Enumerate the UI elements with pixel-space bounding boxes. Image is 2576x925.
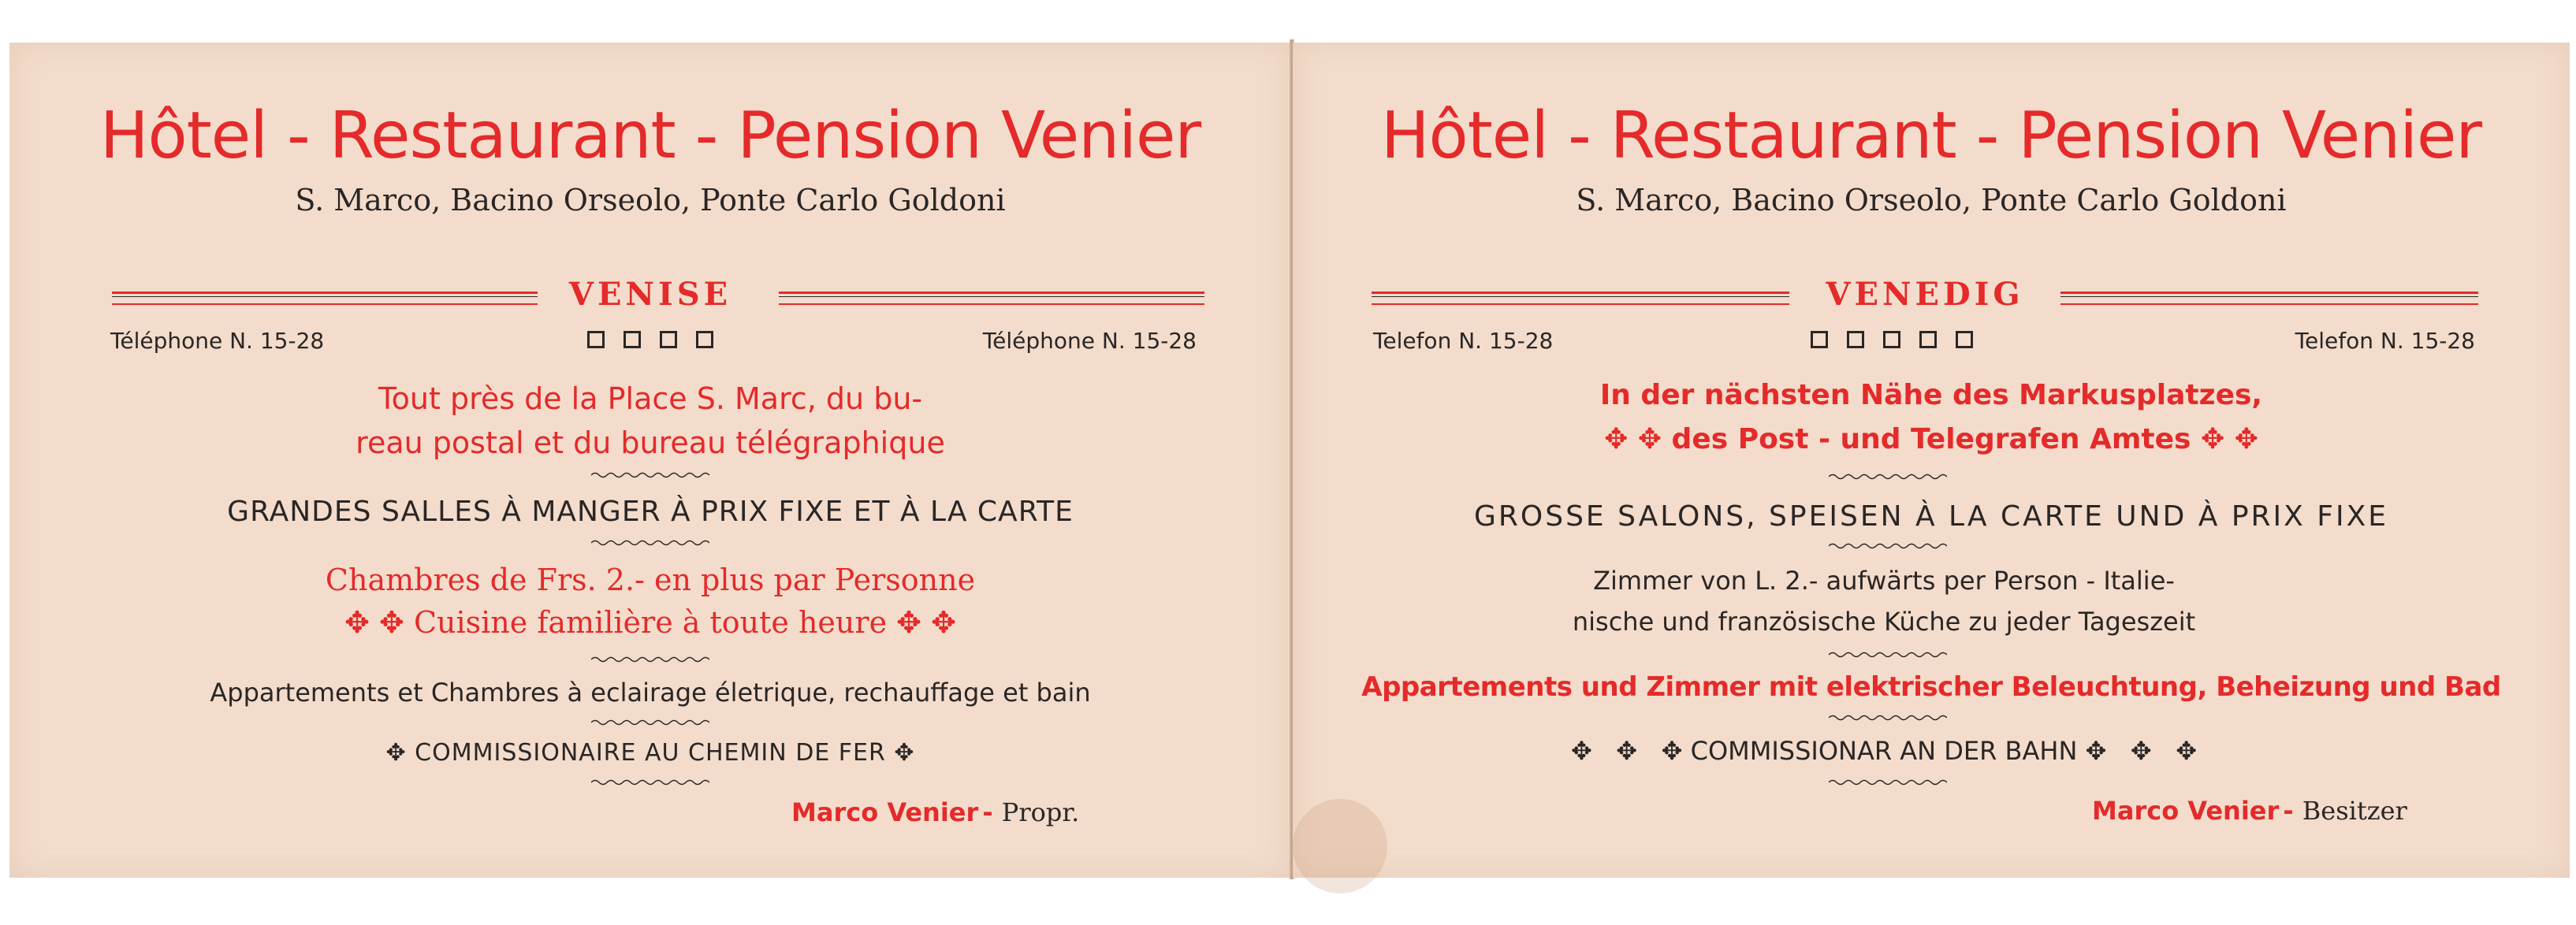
station-porter: ✥ ✥ ✥ COMMISSIONAR AN DER BAHN ✥ ✥ ✥ — [1570, 736, 2198, 766]
rooms-price: Zimmer von L. 2.- aufwärts per Person - Italie- — [1593, 566, 2175, 596]
wave-divider — [1829, 542, 1947, 550]
owner-name: Marco Venier — [2092, 796, 2280, 826]
phone-left: Téléphone N. 15-28 — [110, 328, 325, 354]
city-row — [96, 276, 1204, 315]
quatrefoil-icon: ✥ ✥ ✥ — [1570, 736, 1683, 766]
wave-divider — [591, 656, 709, 663]
wave-divider — [1829, 651, 1947, 659]
wave-divider — [1829, 714, 1947, 722]
hotel-address: S. Marco, Bacino Orseolo, Ponte Carlo Goldoni — [1576, 183, 2287, 217]
quatrefoil-icon: ✥ ✥ — [2201, 423, 2258, 455]
cuisine-line: ✥ ✥ Cuisine familière à toute heure ✥ ✥ — [344, 605, 956, 640]
phone-right: Telefon N. 15-28 — [2295, 328, 2475, 354]
wave-divider — [591, 778, 709, 786]
hotel-title: Hôtel - Restaurant - Pension Venier — [99, 98, 1201, 173]
square-outline-icon — [1883, 331, 1900, 348]
wave-divider — [1829, 778, 1947, 786]
decorative-rule — [2060, 292, 2478, 305]
square-outline-icon — [696, 331, 713, 348]
signature-dash: - — [2283, 796, 2302, 826]
wave-divider — [1829, 473, 1947, 481]
signature-dash: - — [982, 797, 1002, 827]
station-porter: ✥ COMMISSIONAIRE AU CHEMIN DE FER ✥ — [385, 739, 915, 767]
decorative-rule — [779, 292, 1204, 305]
panel-french — [9, 43, 1291, 878]
location-line-2: ✥ ✥ des Post - und Telegrafen Amtes ✥ ✥ — [1604, 423, 2258, 455]
signature — [2092, 796, 2407, 826]
rooms-price: Chambres de Frs. 2.- en plus par Personne — [325, 563, 976, 597]
city-name: VENISE — [568, 276, 732, 313]
quatrefoil-icon: ✥ ✥ — [896, 605, 956, 640]
square-outline-icon — [587, 331, 605, 348]
phone-right: Téléphone N. 15-28 — [982, 328, 1197, 354]
square-outline-icon — [660, 331, 677, 348]
quatrefoil-icon: ✥ — [385, 739, 407, 767]
location-line-1: In der nächsten Nähe des Markusplatzes, — [1599, 379, 2263, 411]
dining-halls: GRANDES SALLES À MANGER À PRIX FIXE ET À LA CARTE — [227, 496, 1074, 528]
apartments: Appartements et Chambres à eclairage életrique, rechauffage et bain — [210, 678, 1091, 708]
apartments: Appartements und Zimmer mit elektrischer Beleuchtung, Beheizung und Bad — [1361, 671, 2501, 703]
wave-divider — [591, 539, 709, 547]
square-outline-icon — [1811, 331, 1828, 348]
quatrefoil-icon: ✥ ✥ — [1604, 423, 1662, 455]
location-line-2: reau postal et du bureau télégraphique — [356, 425, 945, 460]
hotel-title: Hôtel - Restaurant - Pension Venier — [1380, 98, 2482, 173]
location-line-1: Tout près de la Place S. Marc, du bu- — [378, 381, 923, 416]
paper-stain — [1293, 799, 1387, 893]
phone-left: Telefon N. 15-28 — [1373, 328, 1554, 354]
hotel-address: S. Marco, Bacino Orseolo, Ponte Carlo Goldoni — [295, 183, 1006, 217]
square-outline-icon — [1919, 331, 1937, 348]
wave-divider — [591, 471, 709, 479]
owner-role: Besitzer — [2302, 796, 2407, 826]
quatrefoil-icon: ✥ ✥ ✥ — [2085, 736, 2198, 766]
owner-role: Propr. — [1001, 797, 1080, 827]
quatrefoil-icon: ✥ — [894, 739, 915, 767]
owner-name: Marco Venier — [791, 797, 979, 827]
wave-divider — [591, 719, 709, 726]
panel-german — [1293, 43, 2570, 878]
city-row — [1372, 276, 2478, 315]
city-name: VENEDIG — [1826, 276, 2024, 313]
quatrefoil-icon: ✥ ✥ — [344, 605, 404, 640]
square-outline-icon — [1956, 331, 1973, 348]
dining-salons: GROSSE SALONS, SPEISEN À LA CARTE UND À PRIX FIXE — [1473, 500, 2388, 533]
cuisine-line: nische und französische Küche zu jeder Tageszeit — [1572, 607, 2196, 637]
square-outline-icon — [624, 331, 641, 348]
signature — [791, 797, 1079, 827]
square-outline-icon — [1847, 331, 1864, 348]
